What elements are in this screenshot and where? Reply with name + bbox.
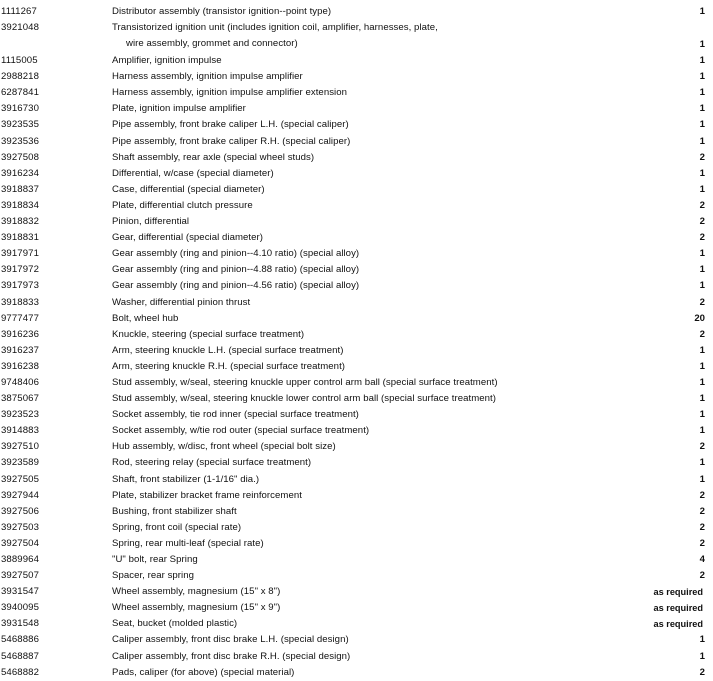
part-number: 3918837 [1,183,40,195]
part-number: 3916237 [1,344,40,356]
parts-row [0,311,713,327]
part-quantity: 2 [699,489,705,501]
part-quantity: 1 [699,457,705,469]
parts-row [0,359,713,375]
part-description: Caliper assembly, front disc brake R.H. (special design) [112,650,351,662]
part-number: 3923535 [1,119,40,131]
part-number: 3916238 [1,360,40,372]
parts-row [0,423,713,439]
part-description-line1: Transistorized ignition unit (includes ignition coil, amplifier, harnesses, plate, [112,22,438,34]
part-description: Amplifier, ignition impulse [112,55,222,67]
part-number: 2988218 [1,71,40,83]
part-number: 3918831 [1,232,40,244]
part-description: Bushing, front stabilizer shaft [112,505,237,517]
part-description: Plate, ignition impulse amplifier [112,103,246,115]
parts-row [0,327,713,343]
part-number: 3875067 [1,393,40,405]
parts-row [0,455,713,471]
part-quantity: 2 [699,151,705,163]
parts-row [0,134,713,150]
part-description: Harness assembly, ignition impulse amplifier extension [112,87,348,99]
part-number: 3931547 [1,586,40,598]
part-quantity: 4 [699,554,705,565]
parts-row [0,407,713,423]
parts-row [0,504,713,520]
parts-row [0,262,713,278]
parts-row [0,439,713,455]
part-description: Spring, front coil (special rate) [112,521,242,533]
part-quantity: 1 [699,409,705,421]
part-number: 3927508 [1,151,40,163]
parts-row [0,568,713,584]
part-number: 5468887 [1,650,40,662]
part-quantity: 2 [699,441,705,453]
part-number: 3916730 [1,103,40,115]
part-quantity: 2 [699,537,705,549]
parts-row [0,295,713,311]
part-quantity: 1 [699,103,705,115]
part-number: 3927503 [1,521,40,533]
parts-row [0,246,713,262]
part-quantity: 2 [699,199,705,211]
part-number: 3918832 [1,216,40,228]
part-description: Plate, stabilizer bracket frame reinforcement [112,489,302,501]
part-number: 1115005 [1,55,38,67]
parts-row [0,182,713,198]
part-number: 6287841 [1,87,40,99]
part-quantity: as required [653,603,703,614]
part-description: Socket assembly, tie rod inner (special surface treatment) [112,409,359,421]
parts-row [0,230,713,246]
part-description-line2: wire assembly, grommet and connector) [126,38,298,50]
parts-row [0,665,713,681]
parts-row [0,85,713,101]
part-description: Rod, steering relay (special surface treatment) [112,457,312,469]
part-quantity: 1 [699,119,705,131]
part-description: Pinion, differential [112,216,190,228]
part-description: Hub assembly, w/disc, front wheel (special bolt size) [112,441,336,453]
part-description: Shaft, front stabilizer (1-1/16" dia.) [112,473,260,485]
parts-row [0,375,713,391]
part-quantity: 1 [699,650,705,662]
parts-row [0,584,713,600]
part-description: Case, differential (special diameter) [112,183,265,195]
part-number: 3917971 [1,248,40,260]
part-number: 3917973 [1,280,40,292]
part-quantity: 1 [699,248,705,260]
part-quantity: 1 [699,6,705,17]
part-quantity: 1 [699,425,705,437]
part-description [112,20,438,52]
part-description: Harness assembly, ignition impulse amplifier [112,71,303,83]
part-description: Wheel assembly, magnesium (15" x 9") [112,602,281,614]
part-quantity: 1 [699,376,705,388]
part-description: Caliper assembly, front disc brake L.H. (special design) [112,634,349,646]
part-number: 3927504 [1,537,40,549]
part-number: 5468882 [1,666,40,678]
part-number: 9777477 [1,312,40,324]
part-number: 3917972 [1,264,40,276]
part-description: Washer, differential pinion thrust [112,296,251,308]
part-quantity: 1 [699,71,705,83]
part-number: 3927505 [1,473,40,485]
part-number: 3921048 [1,22,40,34]
part-quantity: 1 [699,473,705,485]
part-description: Gear assembly (ring and pinion--4.88 ratio) (special alloy) [112,264,360,276]
parts-row [0,552,713,568]
part-description: Arm, steering knuckle L.H. (special surface treatment) [112,344,344,356]
part-description: Gear, differential (special diameter) [112,232,263,244]
part-quantity: 2 [699,216,705,228]
parts-row [0,4,713,20]
part-description: Arm, steering knuckle R.H. (special surface treatment) [112,360,346,372]
part-quantity: as required [653,587,703,598]
part-description: Pads, caliper (for above) (special material) [112,666,295,678]
part-number: 3927944 [1,489,40,501]
part-description: Pipe assembly, front brake caliper R.H. (special caliper) [112,135,351,147]
parts-row [0,520,713,536]
part-description: Distributor assembly (transistor ignition--point type) [112,6,332,17]
parts-row [0,343,713,359]
parts-row [0,649,713,665]
part-description: Pipe assembly, front brake caliper L.H. (special caliper) [112,119,349,131]
part-description: Stud assembly, w/seal, steering knuckle lower control arm ball (special surface treatment) [112,393,496,405]
part-number: 1111267 [1,6,37,17]
part-quantity: 2 [699,232,705,244]
part-description: Spacer, rear spring [112,570,195,582]
parts-row [0,536,713,552]
parts-row [0,117,713,133]
part-quantity: 1 [699,183,705,195]
part-number: 3914883 [1,425,40,437]
part-quantity: 20 [694,312,705,324]
part-number: 3940095 [1,602,40,614]
part-quantity: 2 [699,521,705,533]
parts-row [0,472,713,488]
parts-row [0,488,713,504]
part-quantity: 2 [699,570,705,582]
part-quantity: 1 [699,393,705,405]
part-quantity: 1 [699,360,705,372]
part-description: Plate, differential clutch pressure [112,199,253,211]
parts-row [0,600,713,616]
part-description: Stud assembly, w/seal, steering knuckle upper control arm ball (special surface treatment) [112,376,498,388]
part-quantity: 1 [699,55,705,67]
part-quantity: 1 [699,39,705,51]
part-quantity: 1 [699,344,705,356]
part-quantity: 2 [699,505,705,517]
part-number: 9748406 [1,376,40,388]
parts-row [0,616,713,632]
parts-row [0,214,713,230]
part-description: Gear assembly (ring and pinion--4.10 ratio) (special alloy) [112,248,360,260]
part-quantity: 1 [699,135,705,147]
part-quantity: 1 [699,167,705,179]
part-quantity: 1 [699,87,705,99]
part-number: 3889964 [1,554,40,565]
part-quantity: 1 [699,264,705,276]
parts-row [0,632,713,648]
part-quantity: 2 [699,666,705,678]
part-number: 3923523 [1,409,40,421]
part-quantity: as required [653,619,703,630]
part-quantity: 1 [699,634,705,646]
part-description: Spring, rear multi-leaf (special rate) [112,537,264,549]
part-quantity: 1 [699,280,705,292]
part-number: 3916236 [1,328,40,340]
part-number: 3923536 [1,135,40,147]
part-description: Bolt, wheel hub [112,312,179,324]
part-number: 3931548 [1,618,40,630]
part-number: 5468886 [1,634,40,646]
part-description: Socket assembly, w/tie rod outer (special surface treatment) [112,425,370,437]
part-description: Differential, w/case (special diameter) [112,167,274,179]
part-description: Shaft assembly, rear axle (special wheel studs) [112,151,315,163]
parts-row [0,391,713,407]
part-description: Gear assembly (ring and pinion--4.56 ratio) (special alloy) [112,280,360,292]
parts-row [0,150,713,166]
parts-row [0,278,713,294]
parts-row [0,20,713,53]
parts-row [0,166,713,182]
part-description: Knuckle, steering (special surface treatment) [112,328,305,340]
parts-row [0,53,713,69]
part-quantity: 2 [699,296,705,308]
part-quantity: 2 [699,328,705,340]
part-description: "U" bolt, rear Spring [112,554,198,565]
part-number: 3927507 [1,570,40,582]
part-number: 3918833 [1,296,40,308]
part-number: 3927510 [1,441,40,453]
part-description: Seat, bucket (molded plastic) [112,618,238,630]
part-number: 3927506 [1,505,40,517]
part-number: 3916234 [1,167,40,179]
parts-row [0,69,713,85]
part-description: Wheel assembly, magnesium (15" x 8") [112,586,281,598]
parts-row [0,101,713,117]
parts-row [0,198,713,214]
part-number: 3918834 [1,199,40,211]
part-number: 3923589 [1,457,40,469]
